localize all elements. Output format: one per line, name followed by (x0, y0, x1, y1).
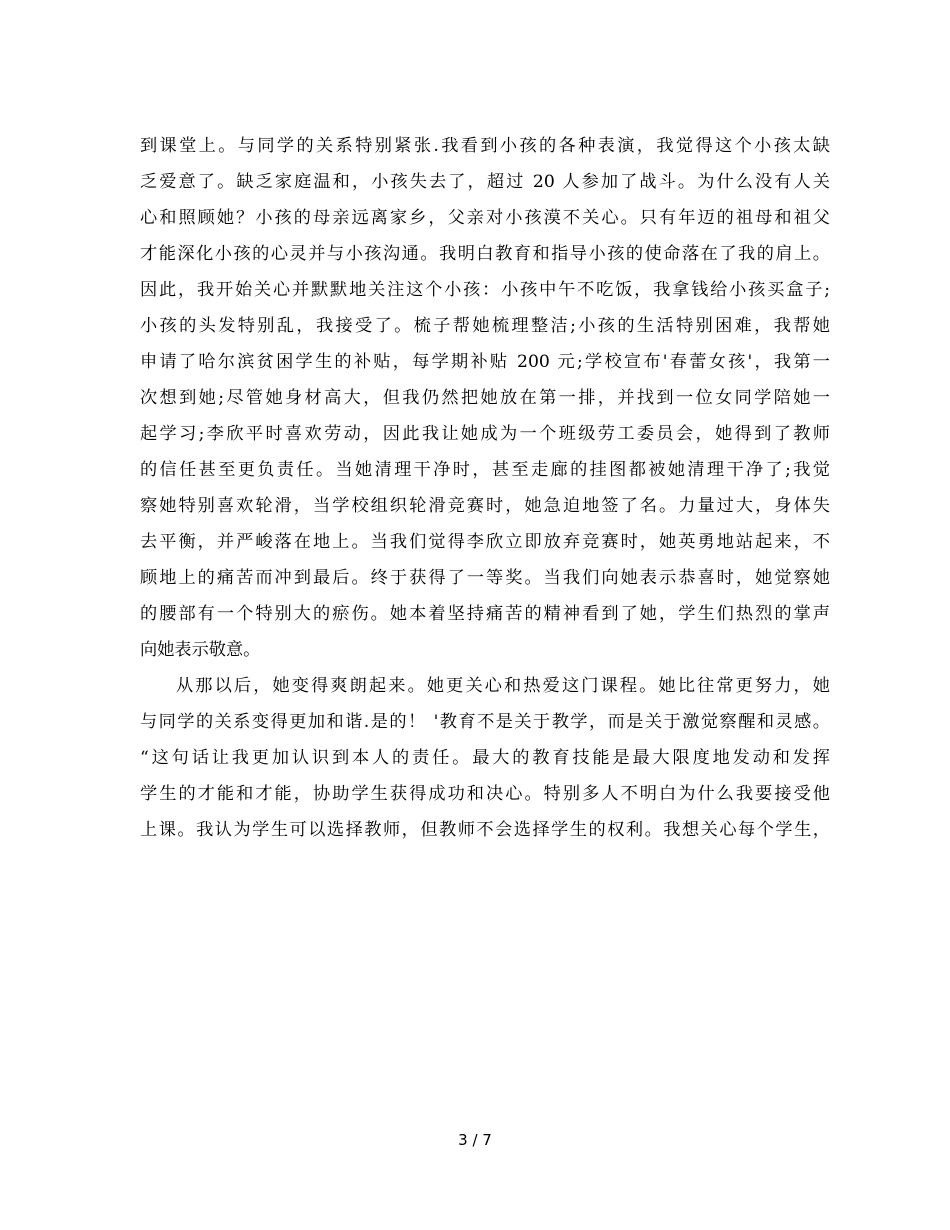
text-line: 因此，我开始关心并默默地关注这个小孩：小孩中午不吃饭，我拿钱给小孩买盒子; (140, 280, 830, 300)
text-line: 顾地上的痛苦而冲到最后。终于获得了一等奖。当我们向她表示恭喜时，她觉察她 (140, 568, 830, 588)
text-line: 学生的才能和才能，协助学生获得成功和决心。特别多人不明白为什么我要接受他 (140, 784, 830, 804)
text-line: 次想到她;尽管她身材高大，但我仍然把她放在第一排，并找到一位女同学陪她一 (140, 388, 830, 408)
text-line: 从那以后，她变得爽朗起来。她更关心和热爱这门课程。她比往常更努力，她 (176, 676, 830, 696)
text-line: 小孩的头发特别乱，我接受了。梳子帮她梳理整洁;小孩的生活特别困难，我帮她 (140, 316, 830, 336)
text-line: 乏爱意了。缺乏家庭温和，小孩失去了，超过 20 人参加了战斗。为什么没有人关 (140, 172, 830, 192)
text-line: 起学习;李欣平时喜欢劳动，因此我让她成为一个班级劳工委员会，她得到了教师 (140, 424, 830, 444)
text-line: 向她表示敬意。 (140, 640, 261, 660)
text-line: 察她特别喜欢轮滑，当学校组织轮滑竞赛时，她急迫地签了名。力量过大，身体失 (140, 496, 830, 516)
text-line: 的腰部有一个特别大的瘀伤。她本着坚持痛苦的精神看到了她，学生们热烈的掌声 (140, 604, 830, 624)
text-line: 到课堂上。与同学的关系特别紧张.我看到小孩的各种表演，我觉得这个小孩太缺 (140, 136, 830, 156)
text-line: 与同学的关系变得更加和谐.是的！ '教育不是关于教学，而是关于激觉察醒和灵感。 (140, 712, 830, 732)
text-line: 去平衡，并严峻落在地上。当我们觉得李欣立即放弃竞赛时，她英勇地站起来，不 (140, 532, 830, 552)
text-line: 申请了哈尔滨贫困学生的补贴，每学期补贴 200 元;学校宣布'春蕾女孩'，我第一 (140, 352, 830, 372)
text-line: 心和照顾她？小孩的母亲远离家乡，父亲对小孩漠不关心。只有年迈的祖母和祖父 (140, 208, 830, 228)
text-line: 上课。我认为学生可以选择教师，但教师不会选择学生的权利。我想关心每个学生， (140, 820, 830, 840)
text-line: 的信任甚至更负责任。当她清理干净时，甚至走廊的挂图都被她清理干净了;我觉 (140, 460, 830, 480)
page-number: 3 / 7 (458, 1131, 492, 1149)
text-line: “这句话让我更加认识到本人的责任。最大的教育技能是最大限度地发动和发挥 (140, 748, 830, 768)
document-body (140, 128, 830, 848)
text-line: 才能深化小孩的心灵并与小孩沟通。我明白教育和指导小孩的使命落在了我的肩上。 (140, 244, 830, 264)
